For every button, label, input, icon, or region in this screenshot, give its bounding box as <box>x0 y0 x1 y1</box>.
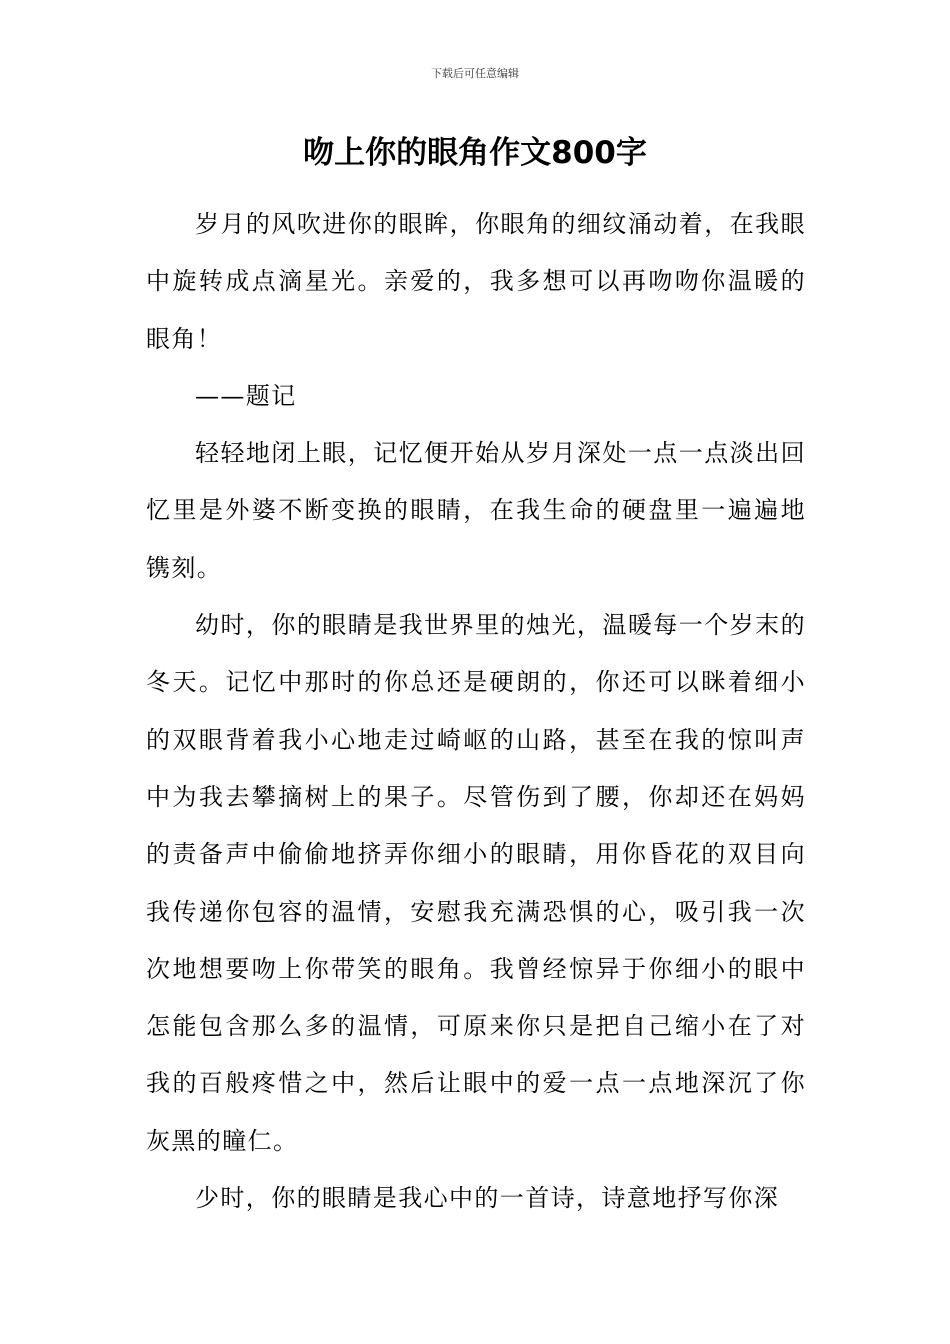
paragraph-childhood: 幼时，你的眼睛是我世界里的烛光，温暖每一个岁末的冬天。记忆中那时的你总还是硬朗的，你还可以眯着细小的双眼背着我小心地走过崎岖的山路，甚至在我的惊叫声中为我去攀摘树上的果子。尽管伤到了腰，你却还在妈妈的责备声中偷偷地挤弄你细小的眼睛，用你昏花的双目向我传递你包容的温情，安慰我充满恐惧的心，吸引我一次次地想要吻上你带笑的眼角。我曾经惊异于你细小的眼中怎能包含那么多的温情，可原来你只是把自己缩小在了对我的百般疼惜之中，然后让眼中的爱一点一点地深沉了你灰黑的瞳仁。 <box>146 611 806 1155</box>
document-title: 吻上你的眼角作文800字 <box>303 135 647 171</box>
paragraph-youth: 少时，你的眼睛是我心中的一首诗，诗意地抒写你深 <box>195 1184 780 1213</box>
paragraph-recollection: 轻轻地闭上眼，记忆便开始从岁月深处一点一点淡出回忆里是外婆不断变换的眼睛，在我生命的硬盘里一遍遍地镌刻。 <box>146 439 806 582</box>
document-body <box>146 196 806 1227</box>
paragraph-epigraph-note: ——题记 <box>195 381 297 410</box>
paragraph-intro: 岁月的风吹进你的眼眸，你眼角的细纹涌动着，在我眼中旋转成点滴星光。亲爱的，我多想可以再吻吻你温暖的眼角！ <box>146 210 806 353</box>
header-note: 下载后可任意编辑 <box>431 67 519 80</box>
